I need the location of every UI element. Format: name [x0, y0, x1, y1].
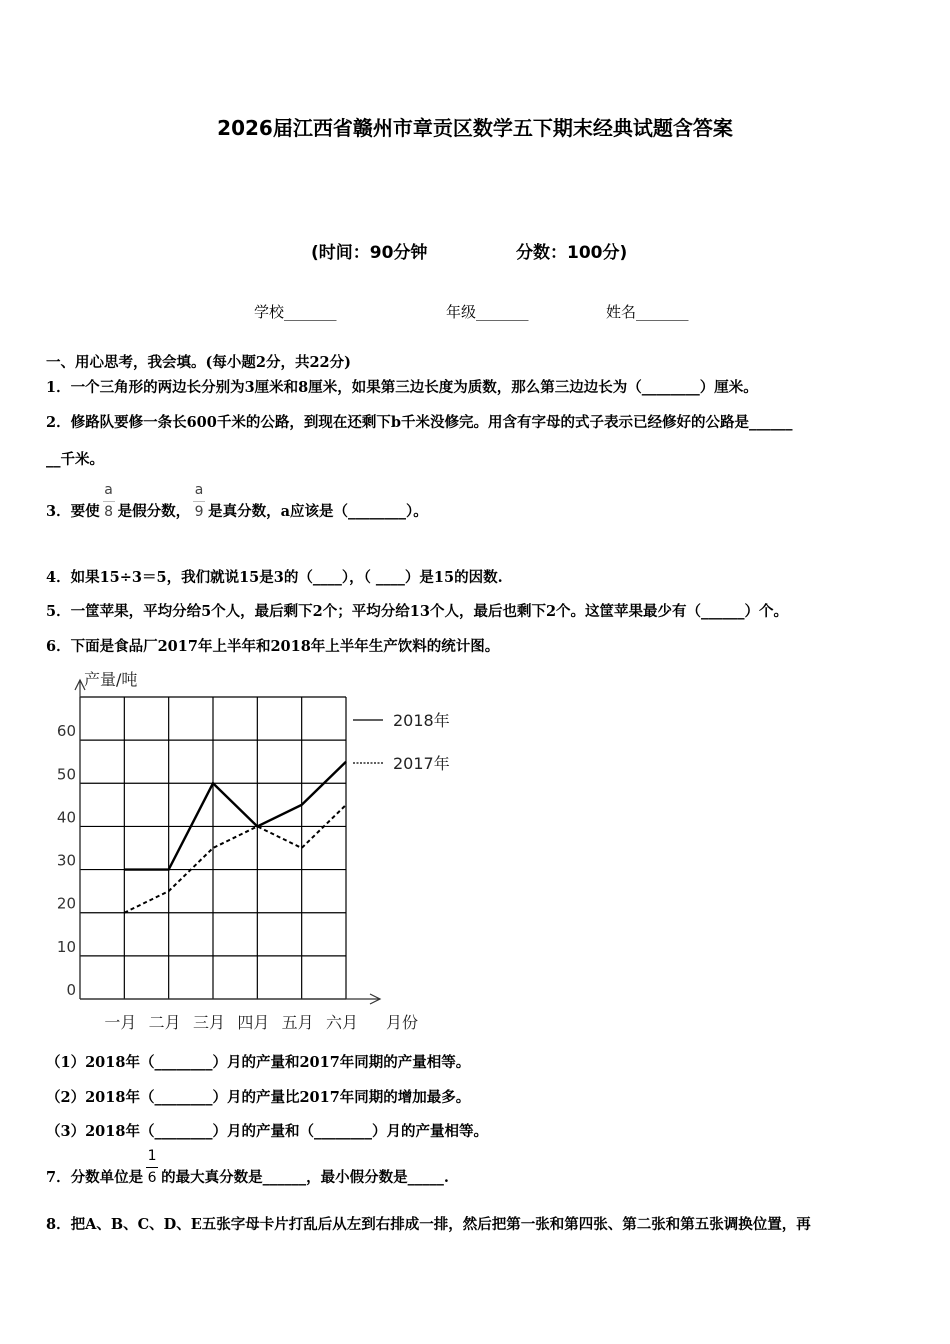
- x-tick-label: 一月: [104, 1013, 137, 1032]
- fraction-bar: [193, 501, 205, 502]
- q7-prefix: 7．分数单位是: [46, 1169, 144, 1186]
- question-7: [46, 1148, 449, 1187]
- legend-label: 2018年: [393, 711, 450, 730]
- section-heading: 一、用心思考，我会填。(每小题2分，共22分): [46, 354, 351, 371]
- school-field: 学校_______: [254, 303, 337, 321]
- y-tick-label: 30: [56, 851, 76, 870]
- question-3: [46, 482, 428, 521]
- q3-mid: 是假分数，: [117, 503, 191, 520]
- fraction-a-9: [192, 482, 206, 521]
- question-6-2: （2）2018年（________）月的产量比2017年同期的增加最多。: [46, 1089, 471, 1106]
- fraction-numerator: a: [104, 482, 113, 498]
- fraction-bar: [146, 1167, 158, 1168]
- question-2-cont: __千米。: [46, 451, 104, 468]
- question-6-3: （3）2018年（________）月的产量和（________）月的产量相等。: [46, 1123, 488, 1140]
- y-axis-label: 产量/吨: [84, 670, 138, 689]
- question-6: 6．下面是食品厂2017年上半年和2018年上半年生产饮料的统计图。: [46, 638, 500, 655]
- fraction-a-8: [102, 482, 116, 521]
- fraction-numerator: 1: [147, 1148, 157, 1164]
- fraction-bar: [103, 501, 115, 502]
- question-4: 4．如果15÷3＝5，我们就说15是3的（____），（ ____）是15的因数.: [46, 569, 503, 586]
- question-2: 2．修路队要修一条长600千米的公路，到现在还剩下b千米没修完。用含有字母的式子表示已经修好的公路是______: [46, 414, 793, 431]
- fraction-1-6: [145, 1148, 159, 1187]
- y-tick-label: 20: [56, 894, 76, 913]
- question-8: 8．把A、B、C、D、E五张字母卡片打乱后从左到右排成一排，然后把第一张和第四张、第二张和第五张调换位置，再: [46, 1216, 811, 1233]
- x-axis-label: 月份: [386, 1013, 419, 1032]
- q7-suffix: 的最大真分数是______，最小假分数是_____.: [161, 1169, 449, 1186]
- production-line-chart: [40, 660, 470, 1040]
- x-tick-label: 六月: [325, 1013, 359, 1032]
- time-label: (时间：90分钟: [311, 243, 428, 263]
- q3-suffix: 是真分数，a应该是（________）。: [208, 503, 428, 520]
- y-tick-label: 60: [56, 722, 76, 741]
- x-tick-label: 三月: [192, 1013, 226, 1032]
- fraction-denominator: 6: [147, 1170, 157, 1186]
- x-tick-label: 五月: [281, 1013, 314, 1032]
- y-tick-label: 50: [56, 765, 76, 784]
- name-field: 姓名_______: [606, 303, 689, 321]
- y-tick-label: 10: [56, 937, 76, 956]
- y-tick-label: 0: [66, 981, 76, 999]
- question-1: 1．一个三角形的两边长分别为3厘米和8厘米，如果第三边长度为质数，那么第三边边长为（________）厘米。: [46, 379, 758, 396]
- question-6-1: （1）2018年（________）月的产量和2017年同期的产量相等。: [46, 1054, 471, 1071]
- fraction-denominator: 9: [194, 504, 204, 520]
- fraction-denominator: 8: [104, 504, 114, 520]
- y-tick-label: 40: [56, 808, 76, 827]
- fraction-numerator: a: [194, 482, 204, 498]
- q3-prefix: 3．要使: [46, 503, 100, 520]
- series-line-2018年: [124, 762, 346, 870]
- score-label: 分数：100分): [516, 243, 628, 263]
- x-tick-label: 四月: [237, 1013, 270, 1032]
- legend-label: 2017年: [393, 754, 450, 773]
- doc-title: 2026届江西省赣州市章贡区数学五下期末经典试题含答案: [217, 116, 733, 140]
- x-tick-label: 二月: [148, 1013, 181, 1032]
- series-line-2017年: [124, 805, 346, 913]
- question-5: 5．一筐苹果，平均分给5个人，最后剩下2个；平均分给13个人，最后也剩下2个。这筐苹果最少有（______）个。: [46, 603, 789, 620]
- grade-field: 年级_______: [446, 303, 529, 321]
